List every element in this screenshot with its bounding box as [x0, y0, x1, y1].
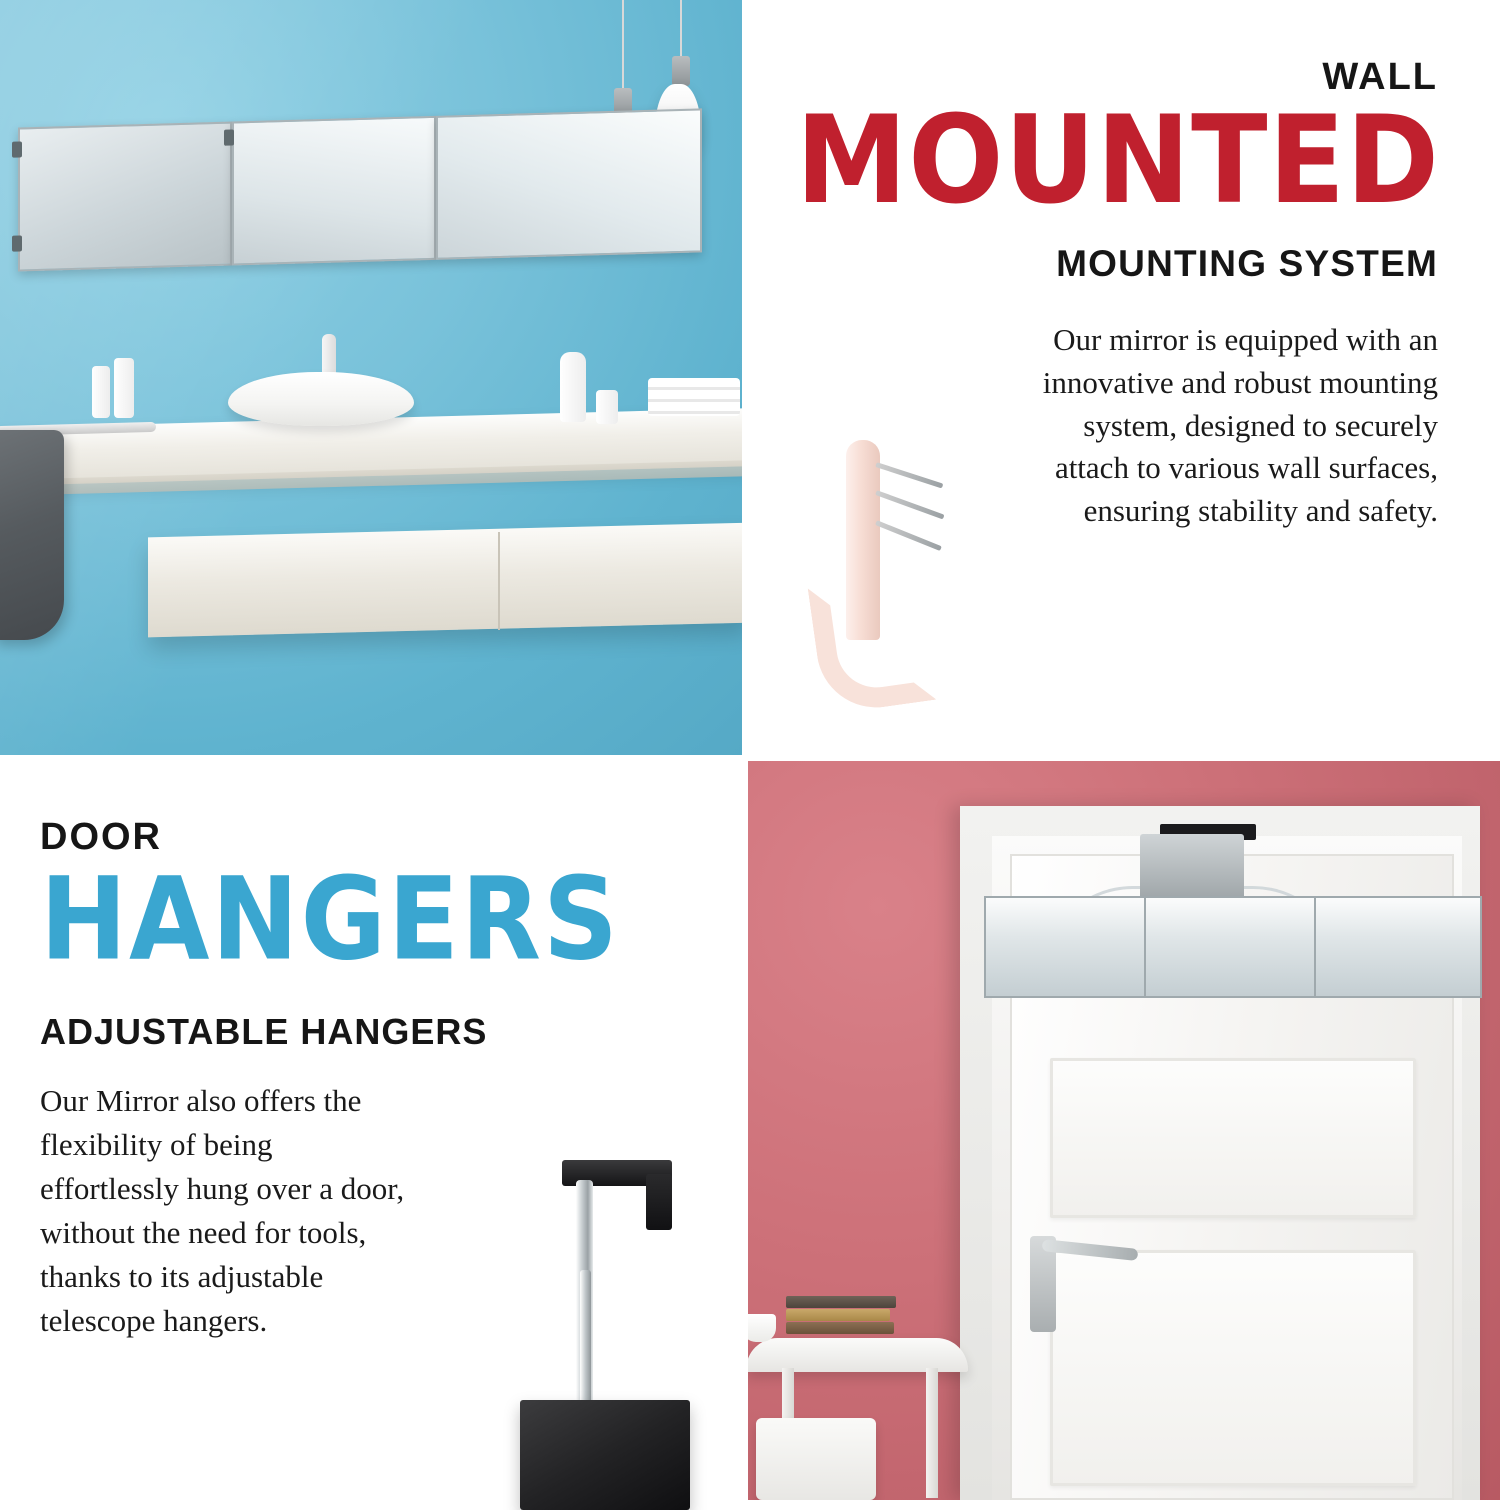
- wall-mounted-kicker: WALL: [1322, 56, 1438, 98]
- wall-mounted-subhead: MOUNTING SYSTEM: [1056, 243, 1438, 284]
- over-door-mirror: [984, 896, 1478, 994]
- vertical-gutter: [742, 0, 748, 1500]
- vessel-sink: [228, 372, 414, 426]
- hook-curve: [808, 573, 937, 715]
- book-2: [786, 1309, 890, 1321]
- pendant-cord-2: [680, 0, 682, 60]
- chair: [756, 1418, 876, 1500]
- over-door-mirror-panel-right: [1314, 896, 1482, 998]
- telescopic-hanger-icon: [500, 1150, 690, 1500]
- mirror-hinge-bottom-left: [12, 235, 22, 251]
- toiletry-bottle-1: [92, 366, 110, 418]
- toiletry-bottle-3: [560, 352, 586, 422]
- door-panel-upper: [1050, 1058, 1416, 1218]
- door-scene-image: [742, 758, 1500, 1500]
- door-hangers-subhead: ADJUSTABLE HANGERS: [40, 1011, 488, 1052]
- door-hangers-body: Our Mirror also offers the flexibility of being effortlessly hung over a door, without the need for tools, thanks to its adjustable telescope hangers.: [40, 1083, 405, 1339]
- mirror-back-panel: [520, 1400, 690, 1510]
- tri-fold-mirror: [18, 109, 698, 268]
- cabinet-door-seam: [498, 532, 500, 630]
- hook-nail-1: [875, 462, 943, 488]
- book-3: [786, 1322, 894, 1334]
- mirror-hinge-top-left: [12, 141, 22, 157]
- horizontal-gutter: [0, 755, 1500, 761]
- floating-cabinet: [148, 523, 742, 638]
- wall-mounted-headline: MOUNTED: [795, 90, 1440, 232]
- over-door-hanger-brackets: [1140, 834, 1244, 904]
- hanger-drop-arm: [646, 1174, 672, 1230]
- side-table-leg-right: [926, 1368, 938, 1498]
- hook-nail-2: [875, 490, 944, 519]
- pendant-cap-2: [672, 56, 690, 86]
- book-1: [786, 1296, 896, 1308]
- wall-mounted-panel: [742, 0, 1500, 758]
- side-table-top: [746, 1338, 968, 1372]
- wall-mounted-body: Our mirror is equipped with an innovative and robust mounting system, designed to securely attach to various wall surfaces, ensuring stability and safety.: [1042, 322, 1438, 529]
- mirror-panel-center: [232, 116, 436, 266]
- bathroom-scene-image: [0, 0, 742, 758]
- toiletry-bottle-4: [596, 390, 618, 424]
- stacked-books: [786, 1296, 896, 1340]
- mirror-hinge-top-right: [224, 129, 234, 145]
- over-door-mirror-panel-center: [1144, 896, 1316, 998]
- hook-nail-3: [875, 520, 942, 551]
- toiletry-bottle-2: [114, 358, 134, 418]
- folded-towels: [648, 378, 740, 416]
- door-panel-lower: [1050, 1250, 1416, 1486]
- door-hangers-headline: HANGERS: [40, 851, 620, 987]
- wall-hook-icon: [802, 420, 942, 700]
- mirror-panel-left: [18, 122, 232, 272]
- gray-towel: [0, 430, 64, 640]
- over-door-mirror-panel-left: [984, 896, 1146, 998]
- door-hangers-kicker: DOOR: [40, 816, 162, 858]
- mirror-panel-right: [436, 108, 702, 259]
- pendant-cord-1: [622, 0, 624, 92]
